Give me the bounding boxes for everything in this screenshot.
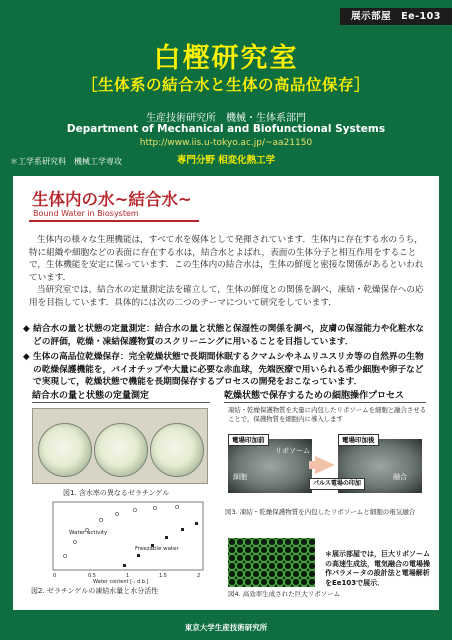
data-point <box>73 540 76 543</box>
diamond-bullet-icon: ◆ <box>23 324 30 334</box>
poster-header <box>0 0 452 176</box>
exhibit-note: ＊展示部屋では，巨大リポソームの高速生成法，電気融合の電場操作パラメータの設計法と電場解析をEe103で展示． <box>325 550 430 587</box>
petri-dish-image <box>38 423 92 477</box>
petri-dish-image <box>150 423 204 477</box>
theme-text: 生体の高品位乾燥保存：完全乾燥状態で長期間休眠するクマムシやネムリユスリカ等の自然界の生物の乾燥保護機能を，バイオチップや大量に必要な赤血球，先端医療で用いられる希少細胞や卵子などで実現して，乾燥状態で機能を長期間保存するプロセスの開発をおこなっています． <box>33 352 424 388</box>
section-divider <box>29 220 199 222</box>
x-tick-label: 2 <box>197 573 201 579</box>
process-description: 凍結・乾燥保護物質を大量に内包したリポソームを細胞と融合させることで，保護物質を細胞内に導入します <box>228 406 427 423</box>
x-tick-label: 1.5 <box>159 573 167 579</box>
process-arrow-icon <box>315 456 335 474</box>
right-title-underline <box>224 402 426 403</box>
right-figure-title: 乾燥状態で保存するための細胞操作プロセス <box>224 391 405 401</box>
water-content-chart <box>31 498 209 584</box>
diamond-bullet-icon: ◆ <box>23 352 30 363</box>
figure-1-caption: 図1. 含水率の異なるゼラチンゲル <box>63 489 170 497</box>
label-after-field: 電場印加後 <box>338 434 379 446</box>
theme-text: 結合水の量と状態の定量測定：結合水の量と状態と保湿性の関係を調べ，皮膚の保湿能力や化粧水などの評価，乾燥・凍結保護物質のスクリーニングに用いることを目指しています． <box>33 324 424 347</box>
content-panel <box>13 176 439 610</box>
specialty-field: 専門分野 相変化熱工学 <box>176 155 276 166</box>
data-point <box>115 512 118 515</box>
data-point <box>133 508 136 511</box>
chart-frame <box>53 502 203 570</box>
cell-label: 細胞 <box>233 473 247 481</box>
data-point <box>181 528 184 531</box>
intro-paragraph-1: 生体内の様々な生理機能は，すべて水を媒体として発揮されています．生体内に存在する水のうち，特に組織や細胞などの表面に存在する水は，結合水とよばれ，表面の生体分子と相互作用をすることで，生体機能を安定に保っています．この生体内の結合水は，生体の鮮度と密接な関係があるといわれています． <box>29 235 424 283</box>
freezable-water-points <box>123 522 198 567</box>
section-subtitle-en: Bound Water in Biosystem <box>33 209 139 218</box>
data-point <box>99 518 102 521</box>
figure-2-caption: 図2. ゼラチンゲルの凍結水量と水分活性 <box>31 587 159 595</box>
graduate-school-label: ＊工学系研究科 機械工学専攻 <box>10 157 122 166</box>
intro-paragraph-2: 当研究室では，結合水の定量測定法を確立して，生体の鮮度との関係を調べ，凍結・乾燥保存への応用を目指しています．具体的には次の二つのテーマについて研究をしています． <box>29 285 424 308</box>
lab-title: 白樫研究室 <box>153 43 299 74</box>
data-point <box>165 536 168 539</box>
x-tick-label: 1 <box>126 573 130 579</box>
footer-note: ＃ 誘電分光による結合水の定量測定は，Ee103で展示． <box>16 601 210 610</box>
data-point <box>175 505 178 508</box>
series-label-freezable-water: Freezable water <box>135 546 179 552</box>
data-point <box>63 554 66 557</box>
liposome-label: リポソーム <box>275 447 310 455</box>
data-point <box>137 554 140 557</box>
petri-dish-image <box>94 423 148 477</box>
lab-url-link[interactable]: http://www.iis.u-tokyo.ac.jp/~aa21150 <box>139 138 313 148</box>
theme-list <box>23 323 429 392</box>
fusion-label: 融合 <box>393 473 407 481</box>
giant-liposome-image <box>228 538 315 587</box>
figure-4-caption: 図4. 高効率生成された巨大リポソーム <box>228 590 341 598</box>
footer-organization: 東京大学生産技術研究所 <box>184 623 268 632</box>
figure-3-caption: 図3. 凍結・乾燥保護物質を内包したリポソームと細胞の電気融合 <box>225 508 416 516</box>
institute-name-jp: 生産技術研究所 機械・生体系部門 <box>146 113 306 124</box>
series-label-water-activity: Water activity <box>69 530 108 536</box>
theme-item <box>23 351 429 389</box>
left-title-underline <box>32 402 210 403</box>
data-point <box>195 522 198 525</box>
x-tick-label: 0.5 <box>88 573 96 579</box>
x-tick-label: 0 <box>53 573 57 579</box>
label-before-field: 電場印加前 <box>228 434 269 446</box>
exhibit-room-tag: 展示部屋 Ee-103 <box>340 8 452 25</box>
theme-item <box>23 323 429 348</box>
pulse-field-label: パルス電場の印加 <box>309 478 365 490</box>
intro-text <box>29 234 425 309</box>
section-title: 生体内の水~結合水~ <box>32 190 192 209</box>
left-figure-title: 結合水の量と状態の定量測定 <box>32 391 150 401</box>
lab-subtitle: ［生体系の結合水と生体の高品位保存］ <box>81 76 370 94</box>
department-name-en: Department of Mechanical and Biofunctional Systems <box>66 123 386 135</box>
x-axis-label: Water content [-, d.b.] <box>93 579 149 584</box>
gelatin-gel-photo <box>32 408 208 484</box>
data-point <box>153 506 156 509</box>
data-point <box>123 564 126 567</box>
